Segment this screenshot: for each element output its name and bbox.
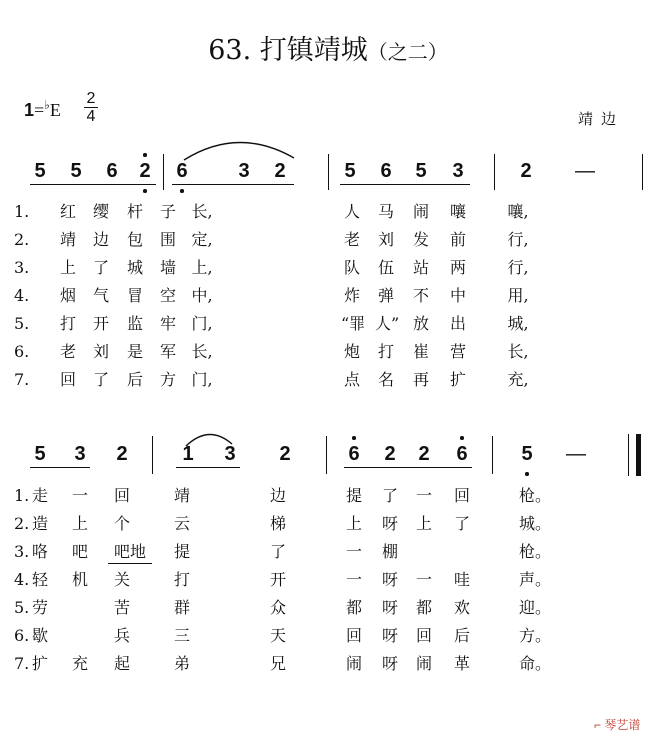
lyric-syllable: 长, bbox=[191, 342, 213, 361]
lyric-syllable: 回 bbox=[113, 486, 130, 505]
bar-line bbox=[494, 154, 495, 190]
lyric-syllable: 靖 bbox=[59, 230, 76, 249]
lyric-syllable: 苦 bbox=[113, 598, 130, 617]
lyric-syllable: 出 bbox=[449, 314, 466, 333]
lyric-syllable: 了 bbox=[92, 258, 109, 277]
lyric-syllable: 劳 bbox=[31, 598, 48, 617]
lyric-syllable: 监 bbox=[126, 314, 143, 333]
bar-line bbox=[163, 154, 164, 190]
lyric-syllable: 包 bbox=[126, 230, 143, 249]
lyric-syllable: 回 bbox=[59, 370, 76, 389]
lyric-syllable: 呀 bbox=[381, 654, 398, 673]
lyric-syllable: 上 bbox=[59, 258, 76, 277]
lyric-syllable: 定, bbox=[191, 230, 213, 249]
lyric-syllable: 咯 bbox=[31, 542, 48, 561]
beam-line bbox=[340, 184, 470, 185]
note: 5 bbox=[344, 160, 356, 182]
verse-number: 5. bbox=[14, 598, 30, 617]
lyric-syllable: 墙 bbox=[159, 258, 176, 277]
lyric-syllable: 一 bbox=[71, 486, 88, 505]
lyric-syllable: 哇 bbox=[453, 570, 470, 589]
lyric-syllable: 长, bbox=[191, 202, 213, 221]
lyric-syllable: 一 bbox=[415, 486, 432, 505]
bar-line bbox=[628, 434, 629, 476]
lyric-syllable: 嚷, bbox=[507, 202, 529, 221]
verse-number: 3. bbox=[14, 258, 30, 277]
lyric-syllable: 打 bbox=[59, 314, 76, 333]
lyric-syllable: 边 bbox=[269, 486, 286, 505]
lyric-syllable: 走 bbox=[31, 486, 48, 505]
key-signature: 1=♭E 2 4 bbox=[24, 98, 61, 121]
lyric-syllable: 老 bbox=[59, 342, 76, 361]
lyric-syllable: 起 bbox=[113, 654, 130, 673]
lyric-syllable: 都 bbox=[415, 598, 432, 617]
verse-number: 2. bbox=[14, 230, 30, 249]
high-dot bbox=[143, 153, 147, 157]
lyric-syllable: 围 bbox=[159, 230, 176, 249]
lyric-syllable: 打 bbox=[173, 570, 190, 589]
lyric-syllable: 了 bbox=[381, 486, 398, 505]
lyric-syllable: 一 bbox=[345, 542, 362, 561]
note: 6 bbox=[456, 443, 468, 465]
lyric-syllable: 行, bbox=[507, 230, 529, 249]
note: 6 bbox=[348, 443, 360, 465]
lyric-syllable: 呀 bbox=[381, 598, 398, 617]
lyric-syllable: 点 bbox=[343, 370, 360, 389]
note: 2 bbox=[274, 160, 286, 182]
slur bbox=[182, 132, 302, 162]
lyric-syllable: 迎。 bbox=[519, 598, 552, 617]
dash: — bbox=[566, 443, 586, 465]
bar-line bbox=[328, 154, 329, 190]
lyric-syllable: 兄 bbox=[269, 654, 286, 673]
bar-line bbox=[492, 436, 493, 474]
note: 6 bbox=[106, 160, 118, 182]
lyric-syllable: 冒 bbox=[126, 286, 143, 305]
note: 2 bbox=[116, 443, 128, 465]
lyric-syllable: 方 bbox=[159, 370, 176, 389]
lyric-syllable: 提 bbox=[345, 486, 362, 505]
lyric-syllable: 两 bbox=[449, 258, 466, 277]
lyric-syllable: 棚 bbox=[381, 542, 398, 561]
note: 5 bbox=[521, 443, 533, 465]
lyric-syllable: 城 bbox=[126, 258, 143, 277]
lyric-syllable: 是 bbox=[126, 342, 143, 361]
page-title: 63. 打镇靖城（之二） bbox=[208, 35, 448, 66]
lyric-syllable: 上 bbox=[415, 514, 432, 533]
lyric-syllable: 靖 bbox=[173, 486, 190, 505]
note: 6 bbox=[176, 160, 188, 182]
lyric-syllable: 缨 bbox=[92, 202, 109, 221]
lyric-syllable: 崔 bbox=[412, 342, 429, 361]
lyric-syllable: 伍 bbox=[377, 258, 394, 277]
lyric-syllable: 云 bbox=[173, 514, 190, 533]
verse-number: 1. bbox=[14, 486, 30, 505]
beam-line bbox=[30, 184, 156, 185]
high-dot bbox=[352, 436, 356, 440]
note: 5 bbox=[415, 160, 427, 182]
verse-number: 3. bbox=[14, 542, 30, 561]
lyric-syllable: 扩 bbox=[31, 654, 48, 673]
bar-line bbox=[326, 436, 327, 474]
lyric-syllable: 人 bbox=[343, 202, 360, 221]
verse-number: 5. bbox=[14, 314, 30, 333]
lyric-syllable: 了 bbox=[92, 370, 109, 389]
lyric-syllable: 众 bbox=[269, 598, 286, 617]
bar-line bbox=[152, 436, 153, 474]
lyric-syllable: 中 bbox=[449, 286, 466, 305]
lyric-syllable: 方。 bbox=[519, 626, 552, 645]
lyric-syllable: 空 bbox=[159, 286, 176, 305]
note: 3 bbox=[238, 160, 250, 182]
verse-number: 4. bbox=[14, 570, 30, 589]
lyric-syllable: 再 bbox=[412, 370, 429, 389]
note: 5 bbox=[70, 160, 82, 182]
high-dot bbox=[460, 436, 464, 440]
lyric-syllable: 枪。 bbox=[519, 486, 552, 505]
low-dot bbox=[180, 189, 184, 193]
lyric-syllable: 刘 bbox=[377, 230, 394, 249]
note: 2 bbox=[418, 443, 430, 465]
lyric-syllable: 开 bbox=[269, 570, 286, 589]
lyric-syllable: 营 bbox=[449, 342, 466, 361]
lyric-syllable: 都 bbox=[345, 598, 362, 617]
lyric-syllable: 造 bbox=[31, 514, 48, 533]
lyric-syllable: 炸 bbox=[343, 286, 360, 305]
lyric-syllable: 杆 bbox=[126, 202, 143, 221]
lyric-syllable: 后 bbox=[453, 626, 470, 645]
lyric-syllable: 天 bbox=[269, 626, 286, 645]
bar-line bbox=[642, 154, 643, 190]
lyric-syllable: 吧 bbox=[71, 542, 88, 561]
lyric-syllable: 用, bbox=[507, 286, 529, 305]
lyric-syllable: 后 bbox=[126, 370, 143, 389]
lyric-syllable: 开 bbox=[92, 314, 109, 333]
lyric-syllable: 一 bbox=[345, 570, 362, 589]
lyric-syllable: 群 bbox=[173, 598, 190, 617]
composer-credit: 靖边 bbox=[578, 110, 625, 128]
note: 3 bbox=[74, 443, 86, 465]
note: 2 bbox=[279, 443, 291, 465]
lyric-syllable: 命。 bbox=[519, 654, 552, 673]
lyric-syllable: 上 bbox=[345, 514, 362, 533]
lyric-syllable: 闹 bbox=[345, 654, 362, 673]
lyric-syllable: 老 bbox=[343, 230, 360, 249]
verse-number: 2. bbox=[14, 514, 30, 533]
lyric-syllable: 前 bbox=[449, 230, 466, 249]
lyric-syllable: 军 bbox=[159, 342, 176, 361]
lyric-syllable: 炮 bbox=[343, 342, 360, 361]
low-dot bbox=[143, 189, 147, 193]
lyric-syllable: 充, bbox=[507, 370, 529, 389]
beam-line bbox=[172, 184, 294, 185]
lyric-syllable: 兵 bbox=[113, 626, 130, 645]
lyric-syllable: 扩 bbox=[449, 370, 466, 389]
lyric-syllable: 机 bbox=[71, 570, 88, 589]
lyric-syllable: 马 bbox=[377, 202, 394, 221]
lyric-syllable: 站 bbox=[412, 258, 429, 277]
lyric-syllable: 红 bbox=[59, 202, 76, 221]
lyric-syllable: 枪。 bbox=[519, 542, 552, 561]
lyric-syllable: 回 bbox=[415, 626, 432, 645]
lyric-syllable: 欢 bbox=[453, 598, 470, 617]
lyric-syllable: 闹 bbox=[415, 654, 432, 673]
note: 3 bbox=[224, 443, 236, 465]
dash: — bbox=[575, 160, 595, 182]
final-bar bbox=[636, 434, 641, 476]
lyric-syllable: 弟 bbox=[173, 654, 190, 673]
note: 5 bbox=[34, 443, 46, 465]
lyric-syllable: 呀 bbox=[381, 626, 398, 645]
lyric-syllable: “罪 bbox=[341, 314, 366, 333]
lyric-syllable: 了 bbox=[453, 514, 470, 533]
lyric-syllable: 行, bbox=[507, 258, 529, 277]
time-signature: 2 4 bbox=[84, 90, 98, 125]
verse-number: 1. bbox=[14, 202, 30, 221]
lyric-syllable: 一 bbox=[415, 570, 432, 589]
lyric-syllable: 中, bbox=[191, 286, 213, 305]
lyric-syllable: 打 bbox=[377, 342, 394, 361]
note: 6 bbox=[380, 160, 392, 182]
lyric-syllable: 门, bbox=[191, 314, 213, 333]
beam-line bbox=[344, 467, 472, 468]
watermark-logo: ⌐ 琴艺谱 bbox=[594, 718, 641, 732]
note: 2 bbox=[520, 160, 532, 182]
lyric-syllable: 气 bbox=[92, 286, 109, 305]
lyric-syllable: 吧地 bbox=[108, 541, 152, 564]
lyric-syllable: 烟 bbox=[59, 286, 76, 305]
lyric-syllable: 个 bbox=[113, 514, 130, 533]
lyric-syllable: 三 bbox=[173, 626, 190, 645]
lyric-syllable: 关 bbox=[113, 570, 130, 589]
lyric-syllable: 轻 bbox=[31, 570, 48, 589]
slur bbox=[184, 428, 244, 448]
lyric-syllable: 弹 bbox=[377, 286, 394, 305]
verse-number: 7. bbox=[14, 370, 30, 389]
lyric-syllable: 嚷 bbox=[449, 202, 466, 221]
lyric-syllable: 充 bbox=[71, 654, 88, 673]
beam-line bbox=[176, 467, 240, 468]
lyric-syllable: 回 bbox=[453, 486, 470, 505]
low-dot bbox=[525, 472, 529, 476]
lyric-syllable: 刘 bbox=[92, 342, 109, 361]
lyric-syllable: 梯 bbox=[269, 514, 286, 533]
lyric-syllable: 长, bbox=[507, 342, 529, 361]
lyric-syllable: 名 bbox=[377, 370, 394, 389]
lyric-syllable: 歇 bbox=[31, 626, 48, 645]
verse-number: 4. bbox=[14, 286, 30, 305]
lyric-syllable: 闹 bbox=[412, 202, 429, 221]
lyric-syllable: 发 bbox=[412, 230, 429, 249]
note: 1 bbox=[182, 443, 194, 465]
lyric-syllable: 城。 bbox=[519, 514, 552, 533]
lyric-syllable: 不 bbox=[412, 286, 429, 305]
verse-number: 7. bbox=[14, 654, 30, 673]
note: 2 bbox=[139, 160, 151, 182]
lyric-syllable: 了 bbox=[269, 542, 286, 561]
lyric-syllable: 革 bbox=[453, 654, 470, 673]
lyric-syllable: 提 bbox=[173, 542, 190, 561]
lyric-syllable: 上, bbox=[191, 258, 213, 277]
verse-number: 6. bbox=[14, 342, 30, 361]
verse-number: 6. bbox=[14, 626, 30, 645]
lyric-syllable: 队 bbox=[343, 258, 360, 277]
lyric-syllable: 门, bbox=[191, 370, 213, 389]
lyric-syllable: 放 bbox=[412, 314, 429, 333]
lyric-syllable: 城, bbox=[507, 314, 529, 333]
lyric-syllable: 声。 bbox=[519, 570, 552, 589]
lyric-syllable: 呀 bbox=[381, 514, 398, 533]
lyric-syllable: 呀 bbox=[381, 570, 398, 589]
lyric-syllable: 子 bbox=[159, 202, 176, 221]
lyric-syllable: 边 bbox=[92, 230, 109, 249]
lyric-syllable: 回 bbox=[345, 626, 362, 645]
lyric-syllable: 人” bbox=[375, 314, 400, 333]
beam-line bbox=[30, 467, 90, 468]
lyric-syllable: 上 bbox=[71, 514, 88, 533]
lyric-syllable: 牢 bbox=[159, 314, 176, 333]
note: 3 bbox=[452, 160, 464, 182]
note: 2 bbox=[384, 443, 396, 465]
note: 5 bbox=[34, 160, 46, 182]
